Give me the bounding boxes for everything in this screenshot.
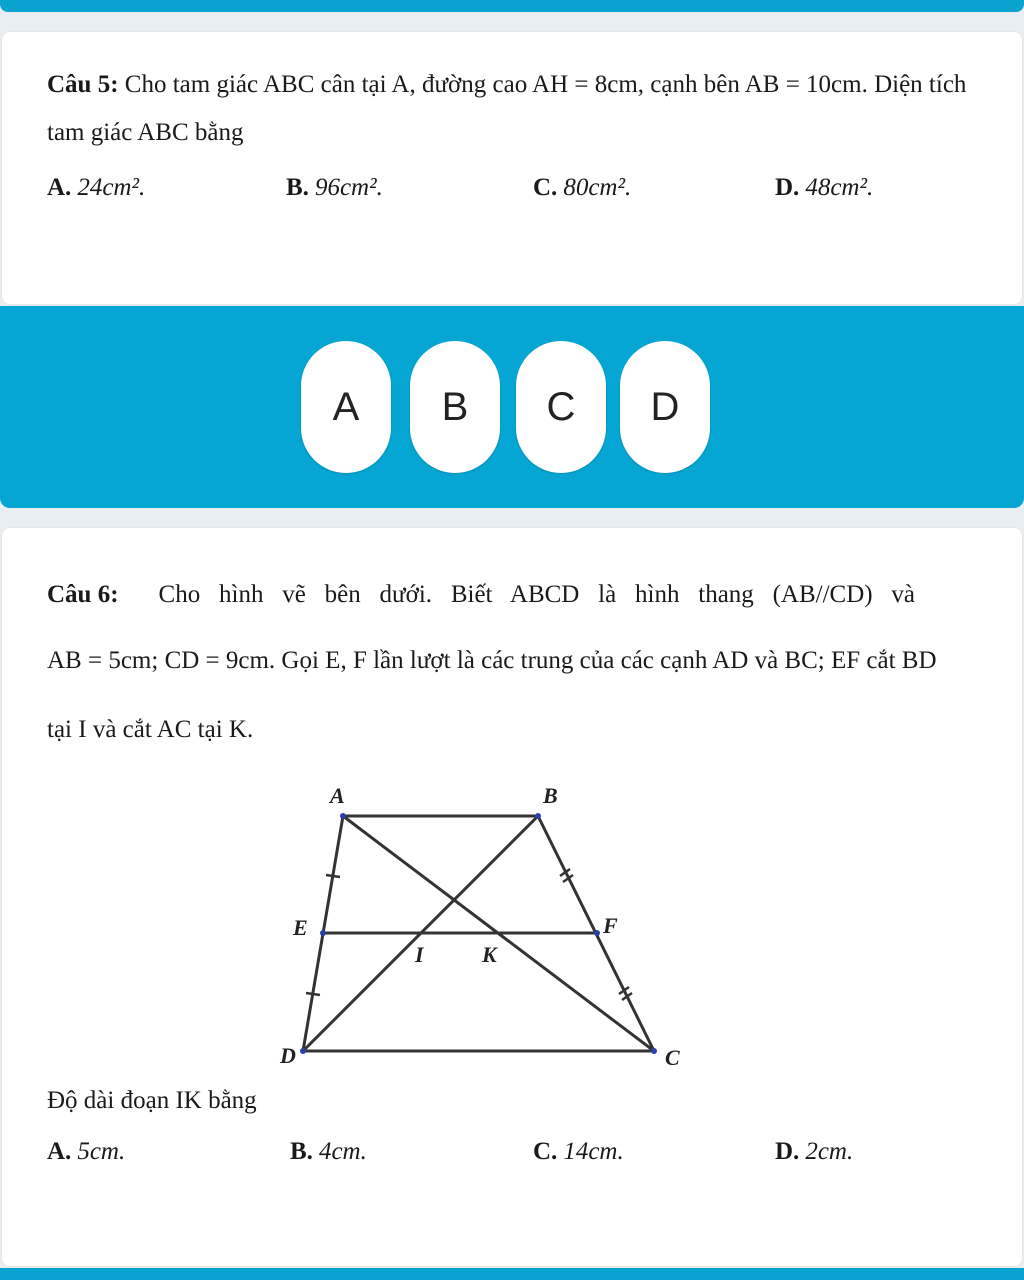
q5-option-b: B. 96cm². [286, 174, 383, 201]
answer-button-c[interactable]: C [516, 341, 606, 473]
q5-option-c: C. 80cm². [533, 174, 632, 201]
top-accent-bar [0, 0, 1024, 12]
q5-option-d: D. 48cm². [775, 174, 874, 201]
q6-line2: AB = 5cm; CD = 9cm. Gọi E, F lần lượt là các trung của các cạnh AD và BC; EF cắt BD [47, 647, 937, 674]
q6-question: Độ dài đoạn IK bằng [47, 1087, 257, 1114]
bottom-accent-bar [0, 1268, 1024, 1280]
trapezoid-figure [260, 775, 700, 1075]
answer-button-b[interactable]: B [410, 341, 500, 473]
label-c: C [665, 1045, 680, 1070]
q6-option-d: D. 2cm. [775, 1138, 854, 1165]
answer-button-a[interactable]: A [301, 341, 391, 473]
label-f: F [603, 913, 618, 938]
answer-choice-band [0, 306, 1024, 508]
q5-line2: tam giác ABC bằng [47, 119, 244, 146]
label-d: D [280, 1043, 296, 1068]
q5-option-a: A. 24cm². [47, 174, 146, 201]
label-i: I [415, 942, 424, 967]
label-b: B [543, 783, 558, 808]
label-e: E [293, 915, 308, 940]
q6-line3: tại I và cắt AC tại K. [47, 716, 254, 743]
q6-option-c: C. 14cm. [533, 1138, 624, 1165]
label-a: A [330, 783, 345, 808]
q6-option-b: B. 4cm. [290, 1138, 367, 1165]
tick-ae [326, 875, 340, 877]
q6-option-a: A. 5cm. [47, 1138, 126, 1165]
q5-line1: Câu 5: Cho tam giác ABC cân tại A, đường cao AH = 8cm, cạnh bên AB = 10cm. Diện tích [47, 71, 967, 98]
answer-button-d[interactable]: D [620, 341, 710, 473]
q6-label: Câu 6: [47, 581, 119, 608]
tick-ed [306, 993, 320, 995]
q5-label: Câu 5: [47, 71, 119, 98]
label-k: K [482, 942, 497, 967]
q6-line1: Câu 6: Cho hình vẽ bên dưới. Biết ABCD là hình thang (AB//CD) và [47, 581, 915, 608]
